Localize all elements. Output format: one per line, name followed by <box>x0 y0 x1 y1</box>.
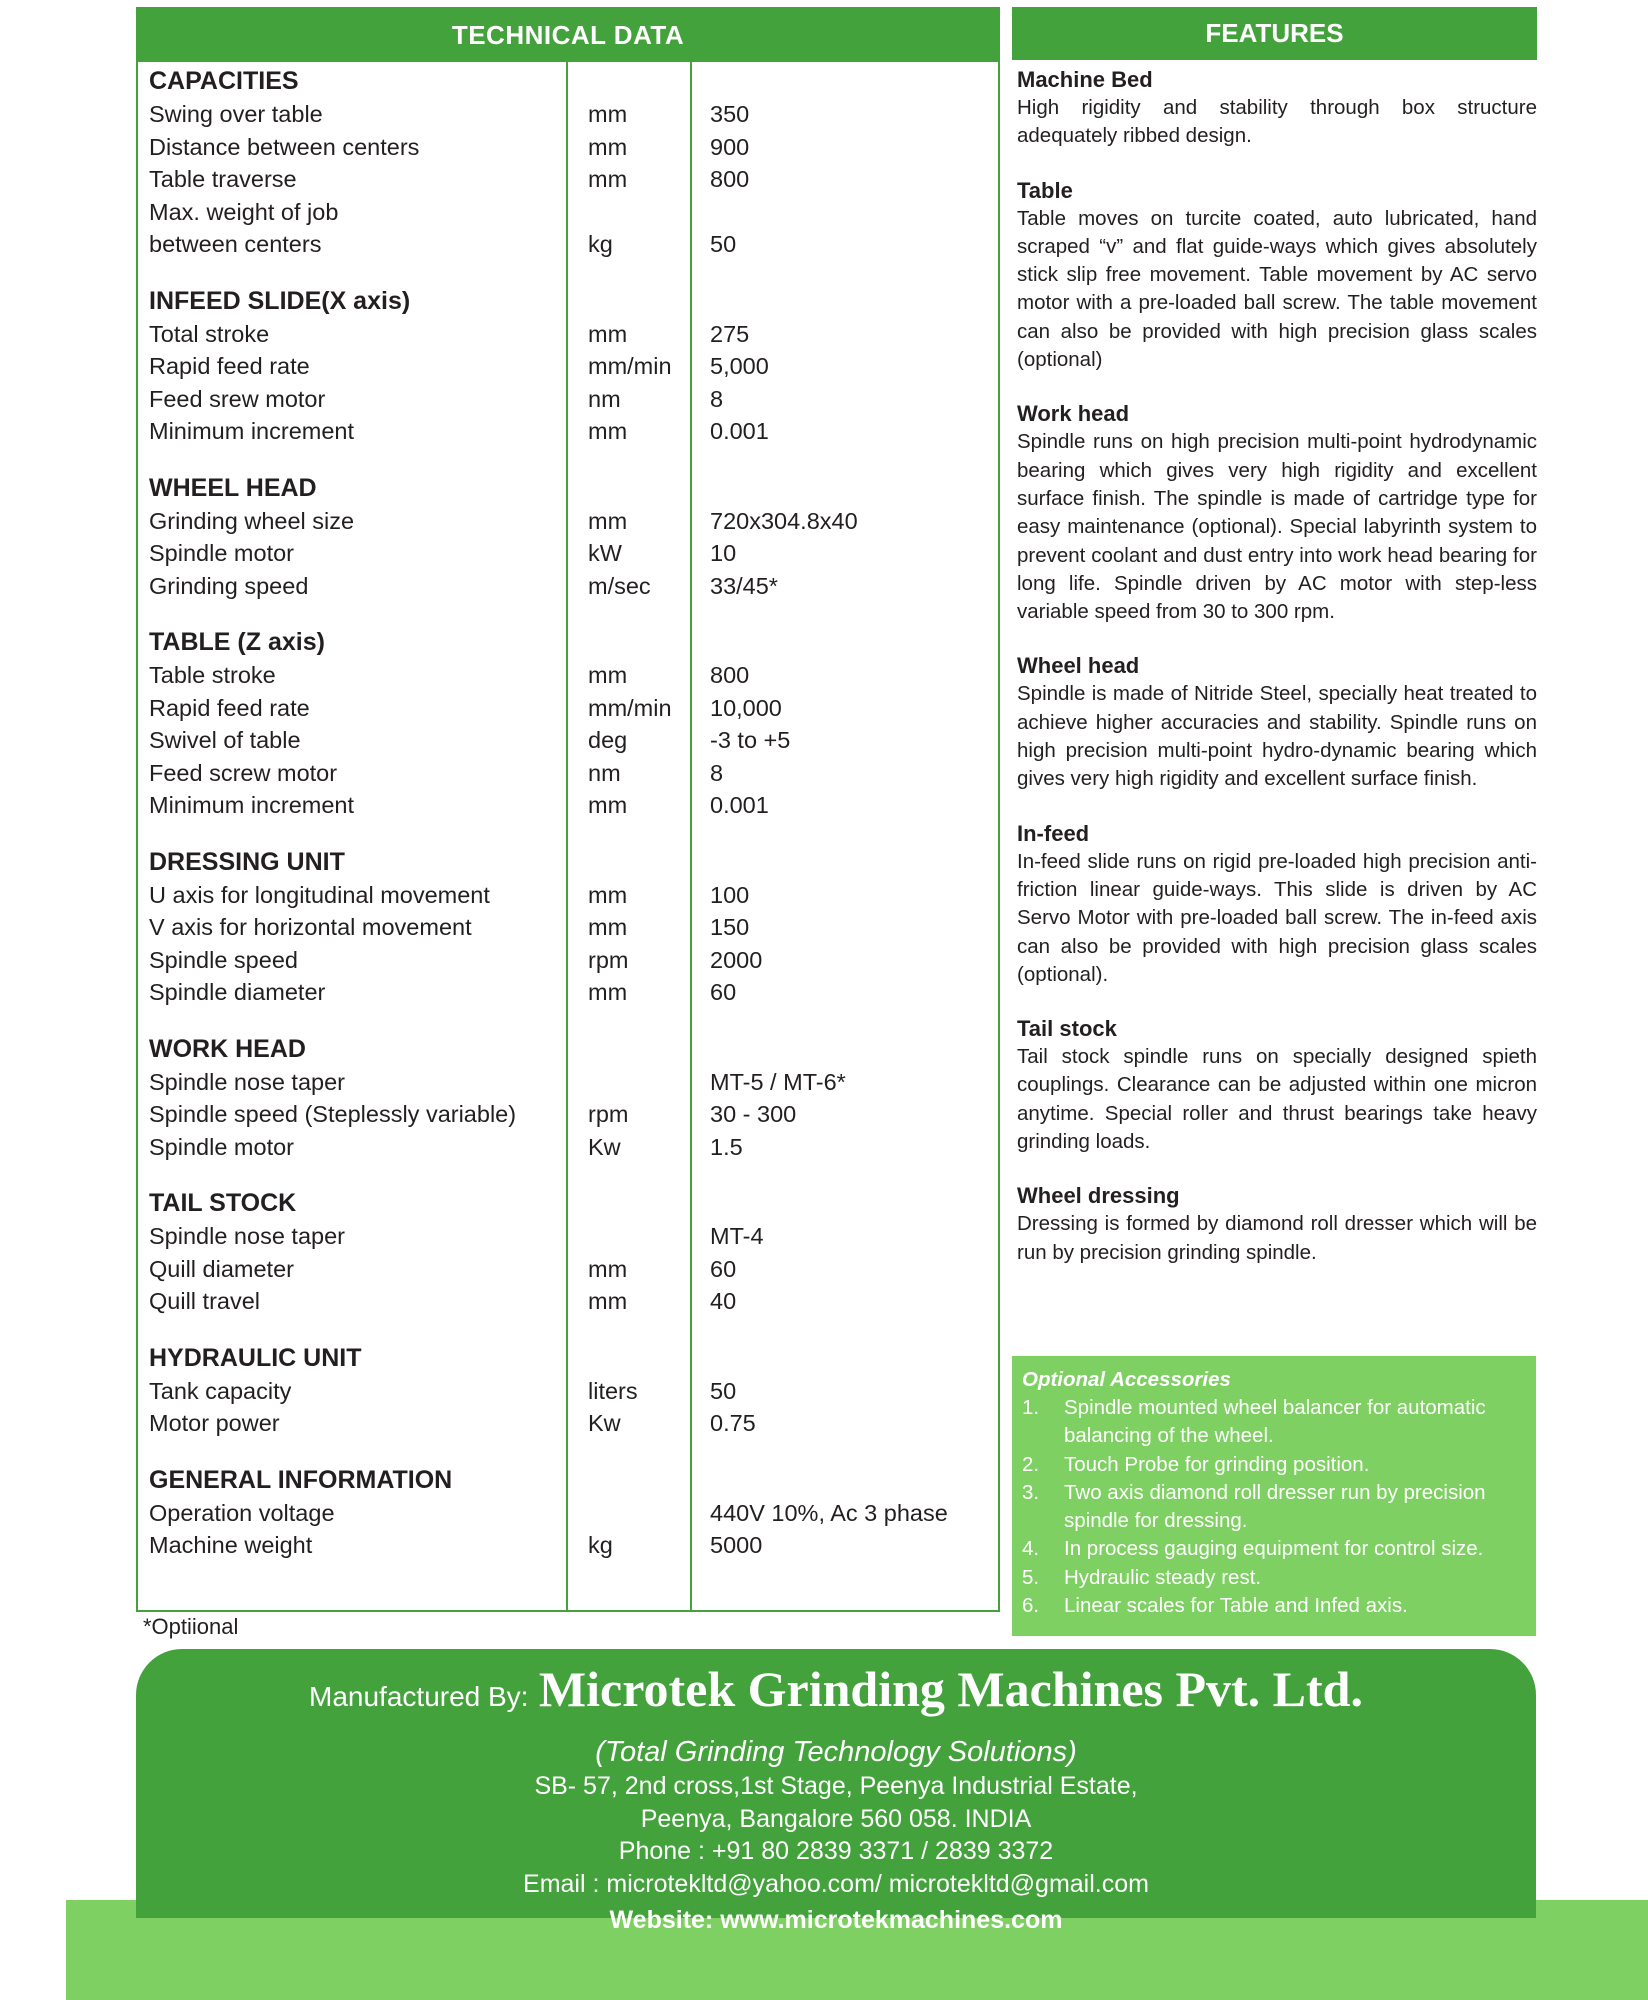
accessory-item <box>1022 1564 1526 1592</box>
spec-section-title: GENERAL INFORMATION <box>149 1465 453 1494</box>
spec-unit: nm <box>588 385 621 412</box>
spec-value: 10 <box>710 540 737 566</box>
company-name: Microtek Grinding Machines Pvt. Ltd. <box>538 1661 1363 1717</box>
technical-data-header: TECHNICAL DATA <box>138 9 998 62</box>
spec-unit: mm/min <box>588 353 672 379</box>
spec-row <box>138 911 998 944</box>
spec-label: Spindle motor <box>149 1133 294 1160</box>
spec-row <box>138 1131 998 1164</box>
technical-data-panel <box>136 7 1000 1612</box>
manufactured-by-label: Manufactured By: <box>309 1681 529 1712</box>
spec-unit: mm <box>588 1255 628 1282</box>
spec-unit: kg <box>588 231 613 257</box>
spec-row <box>138 976 998 1009</box>
spec-row <box>138 1529 998 1562</box>
spec-section-title: TAIL STOCK <box>149 1189 297 1217</box>
spec-value: 60 <box>710 1255 737 1282</box>
spec-value: 40 <box>710 1288 737 1314</box>
spec-label: U axis for longitudinal movement <box>149 881 490 908</box>
spec-label: Minimum increment <box>149 418 355 444</box>
spec-section <box>138 65 998 261</box>
spec-value: 720x304.8x40 <box>710 507 858 534</box>
spec-label: Spindle diameter <box>149 979 326 1005</box>
feature-description: Spindle is made of Nitride Steel, specially heat treated to achieve higher accuracies and stability. Spindle runs on high precision multi-point hydro-dynamic bearing which gives very high rigidity and excellent surface finish. <box>1017 682 1537 791</box>
spec-unit: rpm <box>588 946 629 973</box>
spec-row <box>138 98 998 131</box>
spec-label: between centers <box>149 231 322 257</box>
spec-unit: mm <box>588 662 628 688</box>
accessory-number: 4. <box>1022 1537 1040 1561</box>
spec-label: Quill diameter <box>149 1255 294 1282</box>
spec-label: Spindle motor <box>149 540 294 566</box>
spec-label: Spindle nose taper <box>149 1223 345 1249</box>
accessory-item <box>1022 1479 1526 1536</box>
spec-row <box>138 318 998 351</box>
feature-description: Dressing is formed by diamond roll dresser which will be run by precision grinding spindle. <box>1017 1212 1537 1264</box>
feature-item <box>1017 820 1537 989</box>
spec-row <box>138 757 998 790</box>
spec-row <box>138 879 998 912</box>
spec-value: 800 <box>710 662 750 688</box>
spec-row <box>138 163 998 196</box>
spec-value: 8 <box>710 385 724 412</box>
accessory-text: In process gauging equipment for control size. <box>1064 1537 1484 1561</box>
spec-row <box>138 1098 998 1131</box>
optional-accessories-list <box>1022 1394 1526 1620</box>
features-header: FEATURES <box>1012 7 1537 60</box>
spec-row <box>138 228 998 261</box>
feature-description: In-feed slide runs on rigid pre-loaded high precision anti-friction linear guide-ways. This slide is driven by AC Servo Motor with pre-loaded ball screw. The in-feed axis can also be provided with high precision glass scales (optional). <box>1017 849 1537 986</box>
optional-accessories-box <box>1012 1356 1536 1636</box>
spec-unit: mm/min <box>588 694 672 721</box>
spec-label: Quill travel <box>149 1288 261 1314</box>
spec-section <box>138 1342 998 1440</box>
spec-section-title: WORK HEAD <box>149 1034 306 1063</box>
optional-footnote: *Optiional <box>143 1614 239 1639</box>
spec-section-title: WHEEL HEAD <box>149 473 317 502</box>
spec-value: 5000 <box>710 1532 763 1558</box>
feature-title: Table <box>1017 177 1073 203</box>
spec-label: Grinding wheel size <box>149 507 355 534</box>
feature-item <box>1017 1182 1537 1267</box>
spec-row <box>138 1253 998 1286</box>
accessory-item <box>1022 1394 1526 1451</box>
spec-value: 275 <box>710 320 750 347</box>
spec-label: Max. weight of job <box>149 198 339 225</box>
spec-label: Feed srew motor <box>149 385 326 412</box>
optional-accessories-title: Optional Accessories <box>1022 1368 1231 1391</box>
phone-numbers: Phone : +91 80 2839 3371 / 2839 3372 <box>618 1837 1054 1865</box>
spec-unit: mm <box>588 133 628 160</box>
spec-section <box>138 626 998 822</box>
spec-value: 150 <box>710 914 750 940</box>
spec-row <box>138 131 998 164</box>
spec-unit: nm <box>588 759 621 786</box>
spec-unit: kW <box>588 540 622 566</box>
manufacturer-line <box>136 1657 1536 1734</box>
spec-row <box>138 692 998 725</box>
spec-value: 100 <box>710 881 750 908</box>
spec-label: Motor power <box>149 1410 280 1436</box>
spec-value: 10,000 <box>710 694 782 721</box>
accessory-text: Touch Probe for grinding position. <box>1064 1452 1370 1476</box>
spec-row <box>138 724 998 757</box>
spec-label: Spindle nose taper <box>149 1068 345 1095</box>
spec-value: 440V 10%, Ac 3 phase <box>710 1499 948 1526</box>
spec-label: Machine weight <box>149 1532 313 1558</box>
spec-unit: mm <box>588 166 628 192</box>
company-tagline: (Total Grinding Technology Solutions) <box>595 1736 1077 1768</box>
spec-value: 30 - 300 <box>710 1101 797 1127</box>
features-list <box>1017 66 1537 1293</box>
spec-row <box>138 789 998 822</box>
feature-item <box>1017 177 1537 375</box>
spec-value: 50 <box>710 1377 737 1404</box>
feature-description: Table moves on turcite coated, auto lubricated, hand scraped “v” and flat guide-ways which gives absolutely stick slip free movement. Table movement by AC servo motor with a pre-loaded ball screw. The table movement can also be provided with high precision glass scales (optional) <box>1017 206 1537 372</box>
spec-value: 33/45* <box>710 572 778 599</box>
accessory-item <box>1022 1592 1526 1620</box>
email-addresses: Email : microtekltd@yahoo.com/ microtekltd@gmail.com <box>523 1869 1149 1898</box>
spec-unit: Kw <box>588 1410 621 1436</box>
spec-value: 50 <box>710 231 737 257</box>
feature-title: Machine Bed <box>1017 67 1153 92</box>
spec-unit: m/sec <box>588 572 651 599</box>
accessory-item <box>1022 1535 1526 1563</box>
accessory-text: Linear scales for Table and Infed axis. <box>1064 1594 1408 1618</box>
feature-item <box>1017 400 1537 626</box>
spec-label: Feed screw motor <box>149 759 338 786</box>
feature-description: Tail stock spindle runs on specially designed spieth couplings. Clearance can be adjusted within one micron anytime. Special roller and thrust bearings take heavy grinding loads. <box>1017 1045 1537 1154</box>
accessory-text: Two axis diamond roll dresser run by precision spindle for dressing. <box>1064 1480 1486 1533</box>
spec-value: 0.001 <box>710 792 769 818</box>
spec-value: 5,000 <box>710 353 769 379</box>
left-margin <box>0 0 66 2000</box>
accessory-text: Spindle mounted wheel balancer for automatic balancing of the wheel. <box>1064 1396 1486 1448</box>
spec-label: Spindle speed <box>149 946 298 973</box>
spec-unit: mm <box>588 507 628 534</box>
spec-value: 0.001 <box>710 418 769 444</box>
spec-unit: mm <box>588 979 628 1005</box>
spec-label: Rapid feed rate <box>149 694 310 721</box>
spec-unit: mm <box>588 320 628 347</box>
spec-unit: mm <box>588 101 628 127</box>
accessory-number: 5. <box>1022 1565 1040 1589</box>
spec-label: Distance between centers <box>149 133 420 160</box>
spec-value: MT-4 <box>710 1223 764 1249</box>
spec-section <box>138 1033 998 1164</box>
accessory-number: 1. <box>1022 1396 1040 1419</box>
spec-label: Total stroke <box>149 320 270 347</box>
spec-label: Operation voltage <box>149 1499 335 1526</box>
spec-unit: mm <box>588 914 628 940</box>
accessory-text: Hydraulic steady rest. <box>1064 1565 1262 1589</box>
spec-row <box>138 415 998 448</box>
spec-row <box>138 1407 998 1440</box>
spec-label: Spindle speed (Steplessly variable) <box>149 1101 517 1127</box>
feature-title: Wheel dressing <box>1017 1183 1180 1209</box>
spec-unit: mm <box>588 792 628 818</box>
spec-section-title: INFEED SLIDE(X axis) <box>149 286 411 315</box>
accessory-number: 3. <box>1022 1480 1040 1504</box>
address-line-2: Peenya, Bangalore 560 058. INDIA <box>640 1804 1032 1833</box>
address-line-1: SB- 57, 2nd cross,1st Stage, Peenya Industrial Estate, <box>534 1772 1138 1800</box>
manufacturer-footer <box>136 1649 1536 1934</box>
feature-title: Tail stock <box>1017 1016 1117 1042</box>
spec-row <box>138 1285 998 1318</box>
feature-title: Wheel head <box>1017 653 1140 679</box>
spec-row <box>138 570 998 603</box>
spec-value: 8 <box>710 759 724 786</box>
spec-value: -3 to +5 <box>710 727 791 753</box>
feature-item <box>1017 66 1537 151</box>
spec-unit: liters <box>588 1377 638 1404</box>
spec-unit: mm <box>588 881 628 908</box>
spec-value: 1.5 <box>710 1133 743 1160</box>
spec-section <box>138 1187 998 1318</box>
spec-section <box>138 472 998 603</box>
spec-unit: deg <box>588 727 628 753</box>
spec-label: Rapid feed rate <box>149 353 310 379</box>
spec-section-title: HYDRAULIC UNIT <box>149 1343 362 1372</box>
spec-row <box>138 1066 998 1099</box>
spec-label: Tank capacity <box>149 1377 292 1404</box>
spec-row <box>138 350 998 383</box>
spec-section <box>138 285 998 448</box>
spec-unit: mm <box>588 1288 628 1314</box>
spec-value: 2000 <box>710 946 763 973</box>
spec-section-title: CAPACITIES <box>149 67 299 95</box>
spec-row <box>138 537 998 570</box>
spec-label: Swing over table <box>149 101 323 127</box>
spec-row <box>138 1375 998 1408</box>
website-link[interactable]: Website: www.microtekmachines.com <box>609 1906 1063 1934</box>
spec-section-title: DRESSING UNIT <box>149 847 345 876</box>
spec-row <box>138 944 998 977</box>
spec-row <box>138 383 998 416</box>
spec-label: V axis for horizontal movement <box>149 914 472 940</box>
spec-row <box>138 1497 998 1530</box>
spec-section <box>138 846 998 1009</box>
technical-data-table <box>138 65 998 1586</box>
spec-unit: mm <box>588 418 628 444</box>
feature-description: Spindle runs on high precision multi-point hydrodynamic bearing which gives very high rigidity and excellent surface finish. The spindle is made of cartridge type for easy maintenance (optional). Special labyrinth system to prevent coolant and dust entry into work head bearing for long life. Spindle driven by AC motor with step-less variable speed from 30 to 300 rpm. <box>1017 430 1537 624</box>
spec-label: Grinding speed <box>149 572 309 599</box>
spec-row <box>138 196 998 229</box>
feature-title: Work head <box>1017 401 1130 427</box>
feature-item <box>1017 1015 1537 1156</box>
accessory-item <box>1022 1451 1526 1479</box>
spec-value: MT-5 / MT-6* <box>710 1068 846 1095</box>
spec-label: Table traverse <box>149 166 297 192</box>
spec-unit: rpm <box>588 1101 629 1127</box>
spec-value: 350 <box>710 101 750 127</box>
spec-value: 0.75 <box>710 1410 756 1436</box>
spec-value: 60 <box>710 979 737 1005</box>
accessory-number: 6. <box>1022 1594 1040 1618</box>
spec-unit: kg <box>588 1532 613 1558</box>
accessory-number: 2. <box>1022 1452 1040 1476</box>
spec-section <box>138 1464 998 1562</box>
spec-value: 900 <box>710 133 750 160</box>
feature-title: In-feed <box>1017 820 1090 846</box>
spec-row <box>138 505 998 538</box>
spec-section-title: TABLE (Z axis) <box>149 628 325 656</box>
spec-value: 800 <box>710 166 750 192</box>
spec-row <box>138 1220 998 1253</box>
spec-row <box>138 659 998 692</box>
spec-unit: Kw <box>588 1133 621 1160</box>
feature-item <box>1017 652 1537 793</box>
spec-label: Table stroke <box>149 662 276 688</box>
feature-description: High rigidity and stability through box structure adequately ribbed design. <box>1017 96 1537 148</box>
spec-label: Minimum increment <box>149 792 355 818</box>
spec-label: Swivel of table <box>149 727 301 753</box>
